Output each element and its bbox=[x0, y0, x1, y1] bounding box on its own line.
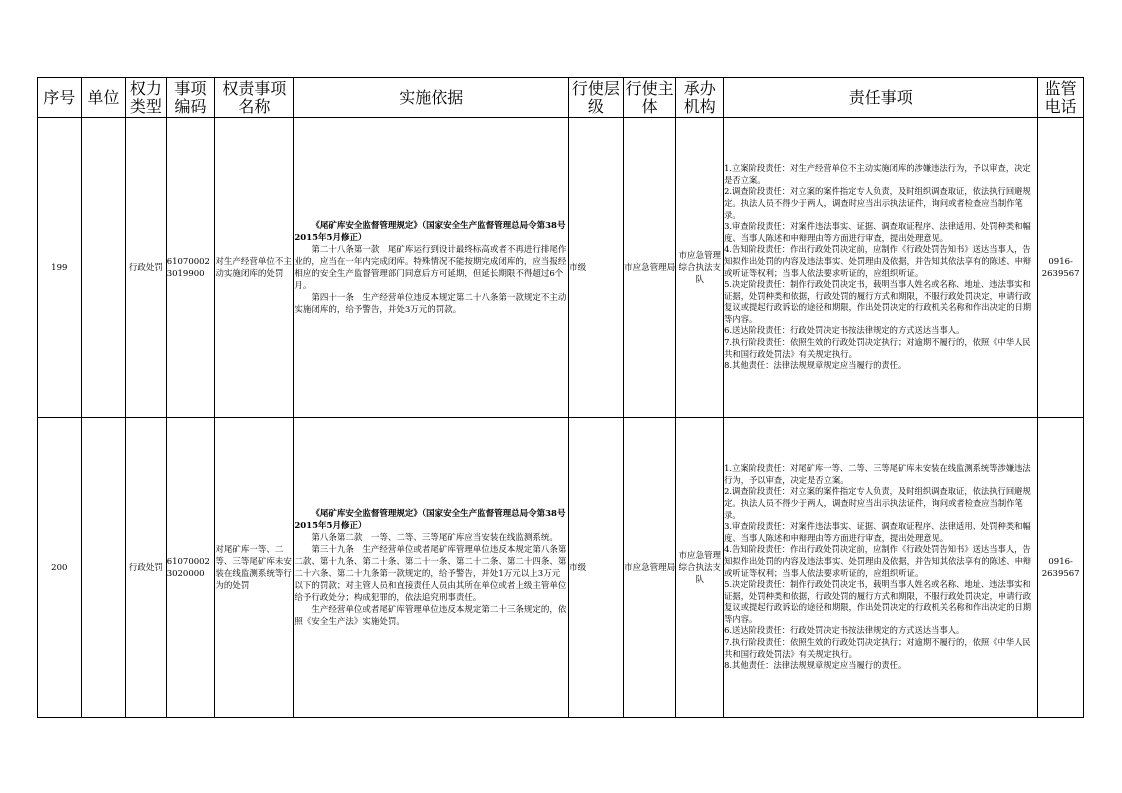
responsibility-item: 8.其他责任：法律法规规章规定应当履行的责任。 bbox=[724, 360, 907, 371]
header-item-code: 事项编码 bbox=[166, 78, 215, 118]
header-power-type: 权力类型 bbox=[126, 78, 167, 118]
header-seq: 序号 bbox=[38, 78, 82, 118]
responsibility-item: 5.决定阶段责任：制作行政处罚决定书，载明当事人姓名或名称、地址、违法事实和证据，处罚种类和依据，行政处罚的履行方式和期限，不服行政处罚决定，申请行政复议或提起行政诉讼的途径和期限，作出处罚决定的行政机关名称和作出决定的日期等内容。 bbox=[724, 279, 1032, 324]
responsibility-item: 4.告知阶段责任：作出行政处罚决定前，应制作《行政处罚告知书》送达当事人，告知拟作出处罚的内容及违法事实、处罚理由及依据，并告知其依法享有的陈述、申辩或听证等权利；当事人依法要求听证的，应组织听证。 bbox=[724, 544, 1032, 578]
basis-cell bbox=[294, 418, 569, 718]
power-type-cell: 行政处罚 bbox=[126, 118, 167, 418]
subject-cell: 市应急管理局 bbox=[623, 118, 676, 418]
handler-cell: 市应急管理综合执法支队 bbox=[676, 118, 724, 418]
unit-cell bbox=[81, 418, 126, 718]
header-basis: 实施依据 bbox=[294, 78, 569, 118]
responsibility-item: 2.调查阶段责任：对立案的案件指定专人负责，及时组织调查取证，依法执行回避规定。执法人员不得少于两人，调查时应当出示执法证件，询问或者检查应当制作笔录。 bbox=[724, 486, 1031, 520]
responsibility-item: 1.立案阶段责任：对尾矿库一等、二等、三等尾矿库未安装在线监测系统等涉嫌违法行为，予以审查，决定是否立案。 bbox=[724, 463, 1031, 485]
basis-paragraph: 第四十一条 生产经营单位违反本规定第二十八条第一款规定不主动实施闭库的，给予警告，并处3万元的罚款。 bbox=[294, 292, 567, 315]
responsibility-item: 3.审查阶段责任：对案件违法事实、证据、调查取证程序、法律适用、处罚种类和幅度、当事人陈述和申辩理由等方面进行审查，提出处理意见。 bbox=[724, 221, 1031, 243]
item-name-cell: 对尾矿库一等、二等、三等尾矿库未安装在线监测系统等行为的处罚 bbox=[215, 418, 294, 718]
basis-paragraph: 第三十九条 生产经营单位或者尾矿库管理单位违反本规定第八条第二款、第十九条、第二十条、第二十一条、第二十二条、第二十四条、第二十六条、第二十九条第一款规定的，给予警告，并处1万元以上3万元以下的罚款；对主管人员和直接责任人员由其所在单位或者上级主管单位给予行政处分；构成犯罪的，依法追究刑事责任。 bbox=[294, 544, 567, 603]
item-name-cell: 对生产经营单位不主动实施闭库的处罚 bbox=[215, 118, 294, 418]
item-code-cell: 610700023020000 bbox=[166, 418, 215, 718]
table-row bbox=[38, 418, 1084, 718]
responsibility-item: 5.决定阶段责任：制作行政处罚决定书，载明当事人姓名或名称、地址、违法事实和证据，处罚种类和依据，行政处罚的履行方式和期限，不服行政处罚决定，申请行政复议或提起行政诉讼的途径和期限，作出处罚决定的行政机关名称和作出决定的日期等内容。 bbox=[724, 579, 1032, 624]
responsibility-item: 6.送达阶段责任：行政处罚决定书按法律规定的方式送达当事人。 bbox=[724, 625, 965, 636]
responsibility-item: 3.审查阶段责任：对案件违法事实、证据、调查取证程序、法律适用、处罚种类和幅度、当事人陈述和申辩理由等方面进行审查，提出处理意见。 bbox=[724, 521, 1031, 543]
seq-cell: 200 bbox=[38, 418, 82, 718]
unit-cell bbox=[81, 118, 126, 418]
responsibility-item: 6.送达阶段责任：行政处罚决定书按法律规定的方式送达当事人。 bbox=[724, 325, 965, 336]
subject-cell: 市应急管理局 bbox=[623, 418, 676, 718]
responsibility-cell bbox=[724, 418, 1038, 718]
header-responsibility: 责任事项 bbox=[724, 78, 1038, 118]
header-subject: 行使主体 bbox=[623, 78, 676, 118]
basis-cell bbox=[294, 118, 569, 418]
header-row bbox=[38, 78, 1084, 118]
phone-cell: 0916-2639567 bbox=[1038, 118, 1084, 418]
responsibility-item: 7.执行阶段责任：依照生效的行政处罚决定执行；对逾期不履行的，依照《中华人民共和国行政处罚法》有关规定执行。 bbox=[724, 637, 1031, 659]
header-level: 行使层级 bbox=[569, 78, 624, 118]
responsibility-item: 1.立案阶段责任：对生产经营单位不主动实施闭库的涉嫌违法行为，予以审查，决定是否立案。 bbox=[724, 163, 1031, 185]
item-code-cell: 610700023019900 bbox=[166, 118, 215, 418]
header-unit: 单位 bbox=[81, 78, 126, 118]
responsibility-item: 4.告知阶段责任：作出行政处罚决定前，应制作《行政处罚告知书》送达当事人，告知拟作出处罚的内容及违法事实、处罚理由及依据，并告知其依法享有的陈述、申辩或听证等权利；当事人依法要求听证的，应组织听证。 bbox=[724, 244, 1032, 278]
seq-cell: 199 bbox=[38, 118, 82, 418]
responsibility-item: 2.调查阶段责任：对立案的案件指定专人负责，及时组织调查取证，依法执行回避规定。执法人员不得少于两人，调查时应当出示执法证件，询问或者检查应当制作笔录。 bbox=[724, 186, 1031, 220]
basis-paragraph: 第八条第二款 一等、二等、三等尾矿库应当安装在线监测系统。 bbox=[311, 532, 558, 543]
responsibility-item: 8.其他责任：法律法规规章规定应当履行的责任。 bbox=[724, 660, 907, 671]
basis-paragraph: 生产经营单位或者尾矿库管理单位违反本规定第二十三条规定的，依照《安全生产法》实施处罚。 bbox=[294, 604, 567, 627]
header-handler: 承办机构 bbox=[676, 78, 724, 118]
level-cell: 市级 bbox=[569, 418, 624, 718]
header-phone: 监管电话 bbox=[1038, 78, 1084, 118]
phone-cell: 0916-2639567 bbox=[1038, 418, 1084, 718]
basis-title: 《尾矿库安全监督管理规定》（国家安全生产监督管理总局令第38号 2015年5月修正） bbox=[294, 508, 566, 531]
power-type-cell: 行政处罚 bbox=[126, 418, 167, 718]
responsibility-cell bbox=[724, 118, 1038, 418]
table-row bbox=[38, 118, 1084, 418]
level-cell: 市级 bbox=[569, 118, 624, 418]
header-item-name: 权责事项名称 bbox=[215, 78, 294, 118]
basis-title: 《尾矿库安全监督管理规定》（国家安全生产监督管理总局令第38号 2015年5月修正） bbox=[294, 220, 566, 243]
handler-cell: 市应急管理综合执法支队 bbox=[676, 418, 724, 718]
responsibility-table bbox=[37, 77, 1084, 718]
basis-paragraph: 第二十八条第一款 尾矿库运行到设计最终标高或者不再进行排尾作业的，应当在一年内完成闭库。特殊情况不能按期完成闭库的，应当报经相应的安全生产监督管理部门同意后方可延期，但延长期限不得超过6个月。 bbox=[294, 244, 567, 291]
responsibility-item: 7.执行阶段责任：依照生效的行政处罚决定执行；对逾期不履行的，依照《中华人民共和国行政处罚法》有关规定执行。 bbox=[724, 337, 1031, 359]
